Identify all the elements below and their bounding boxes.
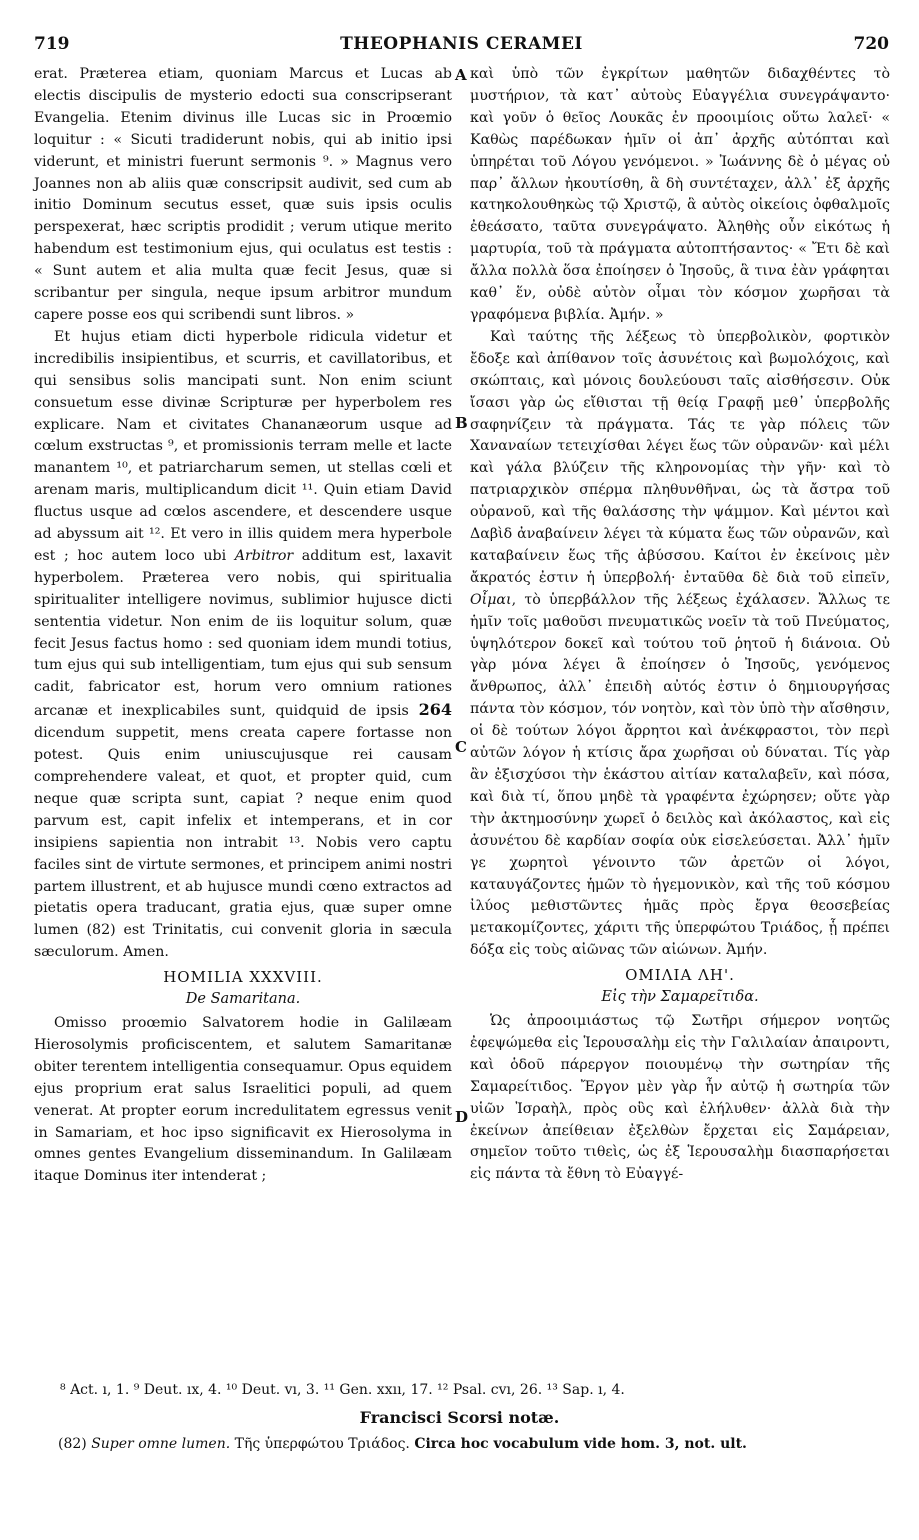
homily-title-latin: HOMILIA XXXVIII. [163, 968, 323, 987]
note-82 [58, 1436, 889, 1452]
greek-paragraph: Ὡς ἀπροοιμιάστως τῷ Σωτῆρι σήμερον νοητῶς ἐφεψώμεθα εἰς Ἱερουσαλὴμ εἰς τὴν Γαλιλαίαν ἀπαιροντι, καὶ ὁδοῦ πάρεργον ποιουμένῳ τὴν σωτηρίαν τῆς Σαμαρείτιδος. Ἔργον μὲν γὰρ ἦν αὐτῷ ἡ σωτηρία τῶν υἱῶν Ἰσραὴλ, πρὸς οὓς καὶ ἐλήλυθεν· ἀλλὰ διὰ τὴν ἐκείνων ἀπείθειαν ἐξελθὼν ἔρχεται εἰς Σαμάρειαν, σημεῖον τοῦτο τιθεὶς, ὡς ἐξ Ἱερουσαλὴμ διασπαρήσεται εἰς πάντα τὰ ἔθνη τὸ Εὐαγγέ- [470, 1012, 890, 1183]
latin-text: Et hujus etiam dicti hyperbole ridicula videtur et incredibilis insipientibus, et scurris, et cavillatoribus, et qui sensibus solis mancipati sunt. Non enim sciunt consuetum esse divinæ Scripturæ per hyperbolem res explicare. Nam et civitates Chananæorum usque ad cœlum exstructas ⁹, et promissionis terram melle et lacte manantem ¹⁰, et patriarcharum semen, ut stellas cœli et arenam maris, multiplicandum dicit ¹¹. Quin etiam David fluctus usque ad cœlos ascendere, et descendere usque ad abyssum ait ¹². Et vero in illis quidem mera hyperbole est ; hoc autem loco ubi [34, 328, 452, 564]
greek-italic-word: Οἶμαι [470, 591, 512, 608]
note-number: (82) [58, 1436, 92, 1452]
greek-paragraph [470, 327, 890, 962]
margin-marker-d: D [455, 1108, 469, 1126]
margin-marker-b: B [455, 414, 468, 432]
latin-column [34, 64, 452, 1188]
greek-paragraph: καὶ ὑπὸ τῶν ἐγκρίτων μαθητῶν διδαχθέντες τὸ μυστήριον, τὰ κατ᾽ αὐτοὺς Εὐαγγέλια συνεγράψαντο· καὶ γοῦν ὁ θεῖος Λουκᾶς ἐν προοιμίοις οὕτω λαλεῖ· « Καθὼς παρέδωκαν ἡμῖν οἱ ἀπ᾽ ἀρχῆς αὐτόπται καὶ ὑπηρέται τοῦ Λόγου γενόμενοι. » Ἰωάννης δὲ ὁ μέγας οὐ παρ᾽ ἄλλων ἠκουτίσθη, ἃ δὴ συντέταχεν, ἀλλ᾽ ἐξ ἀρχῆς κατηκολουθηκὼς τῷ Χριστῷ, ἃ αὐτὸς οἰκείοις ὀφθαλμοῖς ἐθεάσατο, ταῦτα συνεγράψατο. Ἀληθὴς οὖν εἰκότως ἡ μαρτυρία, τοῦ τὰ πράγματα αὐτοπτήσαντος· « Ἔτι δὲ καὶ ἄλλα πολλὰ ὅσα ἐποίησεν ὁ Ἰησοῦς, ἃ τινα ἐὰν γράφηται καθ᾽ ἕν, οὐδὲ αὐτὸν οἶμαι τὸν κόσμον χωρῆσαι τὰ γραφόμενα βιβλία. Ἀμήν. » [470, 66, 890, 323]
latin-text: dicendum suppetit, mens creata capere fortasse non potest. Quis enim uniuscujusque rei causam comprehendere valeat, et quot, et propter quid, cum neque quæ scripta sunt, capiat ? neque enim quod parvum est, capit infelix et intemperans, et in cor insipiens sapientia non intrabit ¹³. Nobis vero captu faciles sint de virtute sermones, et principem animi nostri partem illustrent, et ab hujusce mundi cœno extractos ad pietatis opera traducant, gratia ejus, quæ super omne lumen (82) est Trinitatis, cui convenit gloria in sæcula sæculorum. Amen. [34, 725, 452, 961]
running-title: THEOPHANIS CERAMEI [340, 34, 583, 54]
homily-subtitle-greek: Εἰς τὴν Σαμαρεῖτιδα. [601, 989, 759, 1006]
latin-paragraph [34, 327, 452, 964]
margin-marker-c: C [455, 738, 467, 756]
running-head [34, 34, 889, 58]
notes-title: Francisci Scorsi notæ. [359, 1408, 560, 1427]
greek-column [470, 64, 890, 1186]
column-number: 264 [418, 700, 452, 720]
note-text: Circa hoc vocabulum vide hom. 3, not. ult. [414, 1436, 747, 1452]
homily-title-greek: ΟΜΙΛΙΑ ΛΗ'. [625, 966, 735, 985]
page-number-right: 720 [853, 34, 889, 54]
latin-paragraph: erat. Præterea etiam, quoniam Marcus et Lucas ab electis discipulis de mysterio edocti sua conscripserant Evangelia. Etenim divinus ille Lucas sic in Proœmio loquitur : « Sicuti tradiderunt nobis, qui ab initio ipsi viderunt, et ministri fuerunt sermonis ⁹. » Magnus vero Joannes non ab aliis quæ conscripsit audivit, sed cum ab initio Dominum secutus esset, quæ suis ipsis oculis perspexerat, hæc scriptis prodidit ; verum utique merito habendum est testimonium ejus, qui oculatus est testis : « Sunt autem et alia multa quæ fecit Jesus, quæ si scribantur per singula, neque ipsum arbitror mundum capere posse eos qui scribendi sunt libros. » [34, 66, 452, 323]
greek-text: Καὶ ταύτης τῆς λέξεως τὸ ὑπερβολικὸν, φορτικὸν ἔδοξε καὶ ἀπίθανον τοῖς ἀσυνέτοις καὶ βωμολόχοις, καὶ σκώπταις, καὶ μόνοις δουλεύουσι ταῖς αἰσθήσεσιν. Οὐκ ἴσασι γὰρ ὡς εἴθισται τῇ θείᾳ Γραφῇ μεθ᾽ ὑπερβολῆς σαφηνίζειν τὰ πράγματα. Τάς τε γὰρ πόλεις τῶν Χαναναίων τετειχίσθαι λέγει ἕως τῶν οὐρανῶν· καὶ μέλι καὶ γάλα βλύζειν τῆς κληρονομίας τὴν γῆν· καὶ τὸ πατριαρχικὸν σπέρμα πληθυνθῆναι, ὡς τὰ ἄστρα τοῦ οὐρανοῦ, καὶ τῆς θαλάσσης τὴν ψάμμον. Καὶ μέντοι καὶ Δαβὶδ ἀναβαίνειν λέγει τὰ κύματα ἕως τῶν οὐρανῶν, καὶ καταβαίνειν ἕως τῆς ἀβύσσου. Καίτοι ἐν ἐκείνοις μὲν ἄκρατός ἐστιν ἡ ὑπερβολή· ἐνταῦθα δὲ διὰ τοῦ εἰπεῖν, [470, 328, 890, 586]
latin-text: additum est, laxavit hyperbolem. Præterea vero nobis, qui spiritualia spiritualiter intelligere novimus, sublimior hujusce dicti sententia videtur. Non enim de iis loquitur solum, quæ fecit Jesus factus homo : sed quoniam idem mundi totius, tum ejus qui sub intelligentiam, tum ejus qui sub sensum cadit, fabricator est, horum vero omnium rationes arcanæ et inexplicabiles sunt, quidquid de ipsis [34, 547, 452, 720]
footnotes: ⁸ Act. ı, 1. ⁹ Deut. ıx, 4. ¹⁰ Deut. vı, 3. ¹¹ Gen. xxıı, 17. ¹² Psal. cvı, 26. ¹³ Sap. ı, 4. [60, 1382, 625, 1398]
latin-italic-word: Arbitror [234, 547, 294, 564]
margin-marker-a: A [455, 66, 467, 84]
note-greek: Τῆς ὑπερφώτου Τριάδος. [230, 1436, 415, 1452]
note-lemma: Super omne lumen. [91, 1436, 231, 1452]
homily-subtitle-latin: De Samaritana. [185, 991, 301, 1008]
latin-paragraph: Omisso proœmio Salvatorem hodie in Galilæam Hierosolymis proficiscentem, et salutem Samaritanæ obiter terentem intelligentia consequamur. Opus equidem ejus proprium erat salus Israelitici populi, ad quem venerat. At propter eorum incredulitatem egressus venit in Samariam, et hoc ipso significavit ex Hierosolyma in omnes gentes Evangelium disseminandum. In Galilæam itaque Dominus iter intenderat ; [34, 1014, 452, 1185]
page-number-left: 719 [34, 34, 70, 54]
greek-text: , τὸ ὑπερβάλλον τῆς λέξεως ἐχάλασεν. Ἄλλως τε ἡμῖν τοῖς μαθοῦσι πνευματικῶς νοεῖν τὰ τοῦ Πνεύματος, ὑψηλότερον δοκεῖ καὶ τούτου τοῦ ῥητοῦ ἡ διάνοια. Οὐ γὰρ μόνα λέγει ἃ ἐποίησεν ὁ Ἰησοῦς, γενόμενος ἄνθρωπος, ἀλλ᾽ ἐπειδὴ αὐτός ἐστιν ὁ δημιουργήσας πάντα τὸν κόσμον, τόν νοητὸν, καὶ τὸν ὑπὸ τὴν αἴσθησιν, οἱ δὲ τούτων λόγοι ἄρρητοι καὶ ἀνέκφραστοι, τὸν περὶ αὐτῶν λόγον ἡ κτίσις ἄρα χωρῆσαι οὐ δύναται. Τίς γὰρ ἂν ἐξισχύσοι τὴν ἑκάστου αἰτίαν καταλαβεῖν, καὶ πόσα, καὶ διὰ τί, ὅπου μηδὲ τὰ γραφέντα ἐχώρησεν; οὔτε γὰρ τὴν ἀκτημοσύνην χωρεῖ ὁ δειλὸς καὶ ἀκόλαστος, καὶ εἰς ἀσυνέτου δὲ καρδίαν σοφία οὐκ εἰσελεύσεται. Ἀλλ᾽ ἡμῖν γε χωρητοὶ γένοιντο τῶν ἀρετῶν οἱ λόγοι, καταυγάζοντες ἡμῶν τὸ ἡγεμονικὸν, καὶ τῆς τοῦ κόσμου ἰλύος μεθιστῶντες ἡμᾶς πρὸς ἔργα θεοσεβείας μετακομίζοντες, χάριτι τῆς ὑπερφώτου Τριάδος, ᾗ πρέπει δόξα εἰς τοὺς αἰῶνας τῶν αἰώνων. Ἀμήν. [470, 591, 890, 959]
